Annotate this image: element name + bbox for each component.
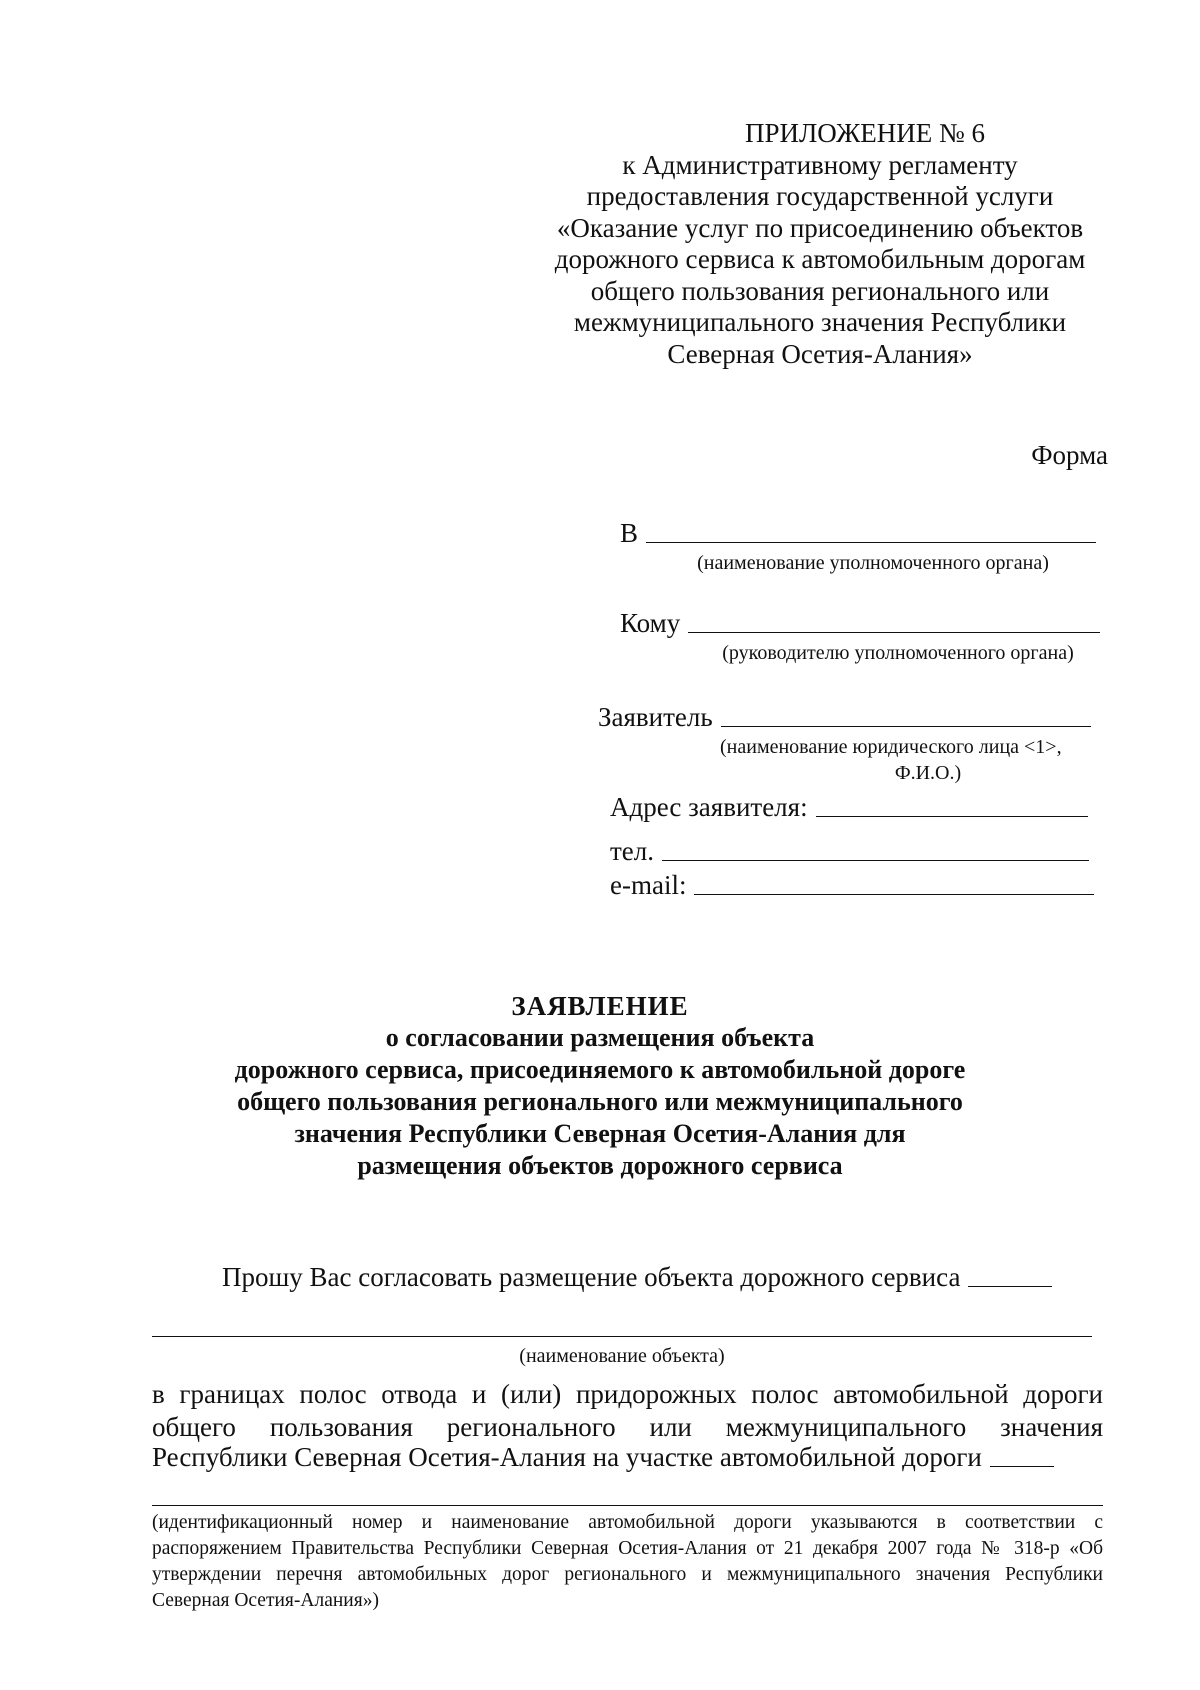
appendix-line: предоставления государственной услуги [586, 181, 1054, 211]
appendix-line: «Оказание услуг по присоединению объектов [556, 212, 1084, 243]
request-text: Прошу Вас согласовать размещение объекта дорожного сервиса [222, 1262, 961, 1292]
object-input-line-start[interactable] [968, 1286, 1052, 1287]
whom-caption: (руководителю уполномоченного органа) [722, 642, 1074, 664]
applicant-label: Заявитель [598, 702, 713, 732]
appendix-line: к Административному регламенту [622, 149, 1018, 180]
applicant-caption-1: (наименование юридического лица <1>, [720, 736, 1062, 758]
email-input-line[interactable] [694, 894, 1094, 895]
email-label: e-mail: [610, 870, 687, 900]
statement-subtitle-line: общего пользования регионального или межмуниципального [237, 1087, 963, 1116]
appendix-title: ПРИЛОЖЕНИЕ № 6 [744, 118, 986, 148]
to-label: В [620, 518, 639, 548]
appendix-line: межмуниципального значения Республики [573, 307, 1067, 337]
object-caption: (наименование объекта) [519, 1345, 725, 1367]
request-row [222, 1262, 1052, 1293]
email-row [610, 870, 1094, 901]
road-footnote: (идентификационный номер и наименование автомобильной дороги указываются в соответствии с распоряжением Правительства Республики Северная Осетия-Алания от 21 декабря 2007 года № 318-р «Об утверждении перечня автомобильных дорог регионального и межмуниципального значения Республики Северная Осетия-Алания») [152, 1512, 1103, 1611]
statement-title [0, 990, 1200, 1182]
road-input-line[interactable] [152, 1505, 1103, 1506]
appendix-line: общего пользования регионального или [590, 275, 1050, 306]
address-input-line[interactable] [816, 816, 1088, 817]
paragraph-line: Республики Северная Осетия-Алания на участке автомобильной дороги [152, 1442, 982, 1472]
applicant-input-line[interactable] [721, 726, 1091, 727]
paragraph-line: в границах полос отвода и (или) придорожных полос автомобильной дороги [152, 1379, 1103, 1409]
applicant-row [598, 702, 1091, 733]
to-input-line[interactable] [646, 542, 1096, 543]
phone-input-line[interactable] [662, 860, 1089, 861]
address-label: Адрес заявителя: [610, 792, 808, 822]
statement-subtitle-line: дорожного сервиса, присоединяемого к автомобильной дороге [234, 1055, 966, 1084]
statement-subtitle-line: значения Республики Северная Осетия-Алания для [294, 1119, 906, 1148]
applicant-caption-2: Ф.И.О.) [894, 762, 962, 784]
whom-input-line[interactable] [688, 632, 1100, 633]
whom-label: Кому [620, 608, 681, 638]
road-paragraph [152, 1378, 1103, 1444]
appendix-line: Северная Осетия-Алания» [667, 338, 973, 369]
road-row [152, 1442, 1054, 1473]
object-input-line[interactable] [152, 1336, 1092, 1337]
appendix-line: дорожного сервиса к автомобильным дорогам [554, 244, 1086, 274]
statement-subtitle-line: о согласовании размещения объекта [385, 1023, 815, 1052]
whom-row [620, 608, 1100, 639]
paragraph-line: общего пользования регионального или межмуниципального значения [152, 1412, 1103, 1442]
to-caption: (наименование уполномоченного органа) [697, 552, 1049, 574]
form-label: Форма [1031, 440, 1108, 470]
to-row [620, 518, 1096, 549]
statement-heading: ЗАЯВЛЕНИЕ [511, 991, 689, 1021]
phone-row [610, 836, 1089, 867]
appendix-header [520, 118, 1120, 370]
phone-label: тел. [610, 836, 655, 866]
statement-subtitle-line: размещения объектов дорожного сервиса [357, 1151, 843, 1180]
address-row [610, 792, 1088, 823]
road-input-line-start[interactable] [990, 1466, 1054, 1467]
